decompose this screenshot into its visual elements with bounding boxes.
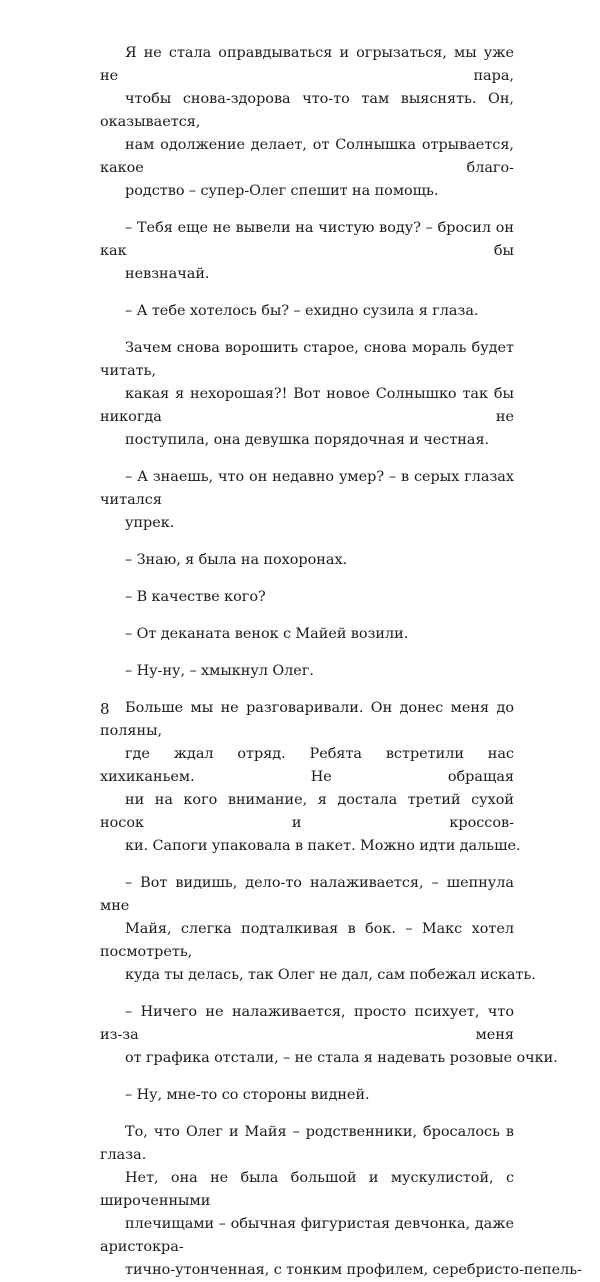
text-line: какая я нехорошая?! Вот новое Солнышко так бы никогда не <box>100 386 514 425</box>
text-line: – От деканата венок с Майей возили. <box>125 626 409 642</box>
text-line: – А тебе хотелось бы? – ехидно сузила я глаза. <box>125 303 479 319</box>
text-line: родство – супер-Олег спешит на помощь. <box>125 183 439 199</box>
paragraph <box>100 872 536 987</box>
text-line: – В качестве кого? <box>125 589 266 605</box>
text-line: плечищами – обычная фигуристая девчонка, даже аристокра- <box>100 1216 514 1255</box>
text-line: ки. Сапоги упаковала в пакет. Можно идти дальше. <box>125 838 521 854</box>
text-line: нам одолжение делает, от Солнышка отрывается, какое благо- <box>100 137 514 176</box>
paragraph <box>100 586 514 609</box>
paragraph <box>100 337 514 452</box>
text-line: где ждал отряд. Ребята встретили нас хихиканьем. Не обращая <box>100 746 514 785</box>
paragraph <box>100 660 514 683</box>
text-line: Майя, слегка подталкивая в бок. – Макс хотел посмотреть, <box>100 921 514 960</box>
text-line: поступила, она девушка порядочная и честная. <box>125 432 490 448</box>
paragraph <box>100 466 514 535</box>
text-line: – Ну-ну, – хмыкнул Олег. <box>125 663 314 679</box>
text-line: – Вот видишь, дело-то налаживается, – шепнула мне <box>100 875 514 914</box>
paragraph <box>100 623 514 646</box>
text-line: Я не стала оправдываться и огрызаться, мы уже не пара, <box>100 45 514 84</box>
text-line: тично-утонченная, с тонким профилем, серебристо-пепель- <box>125 1262 582 1278</box>
text-line: – А знаешь, что он недавно умер? – в серых глазах читался <box>100 469 514 508</box>
text-line: – Тебя еще не вывели на чистую воду? – бросил он как бы <box>100 220 514 259</box>
text-line: невзначай. <box>125 266 210 282</box>
text-line: Больше мы не разговаривали. Он донес меня до поляны, <box>100 700 514 739</box>
paragraph <box>100 1084 514 1107</box>
text-line: ни на кого внимание, я достала третий сухой носок и кроссов- <box>100 792 514 831</box>
paragraph <box>100 549 514 572</box>
text-line: куда ты делась, так Олег не дал, сам побежал искать. <box>125 967 536 983</box>
page-text <box>100 42 582 1282</box>
text-line: от графика отстали, – не стала я надевать розовые очки. <box>125 1050 558 1066</box>
text-line: упрек. <box>125 515 175 531</box>
text-line: – Ну, мне-то со стороны видней. <box>125 1087 370 1103</box>
text-line: Зачем снова ворошить старое, снова мораль будет читать, <box>100 340 514 379</box>
page-number: 8 <box>100 700 110 718</box>
paragraph <box>100 217 514 286</box>
paragraph <box>100 42 514 203</box>
paragraph <box>100 1121 582 1282</box>
text-line: – Ничего не налаживается, просто психует, что из-за меня <box>100 1004 514 1043</box>
text-line: – Знаю, я была на похоронах. <box>125 552 348 568</box>
text-line: Нет, она не была большой и мускулистой, с широченными <box>100 1170 514 1209</box>
paragraph <box>100 300 514 323</box>
text-line: То, что Олег и Майя – родственники, бросалось в глаза. <box>100 1124 514 1163</box>
paragraph <box>100 1001 558 1070</box>
text-line: чтобы снова-здорова что-то там выяснять. Он, оказывается, <box>100 91 514 130</box>
paragraph <box>100 697 521 858</box>
